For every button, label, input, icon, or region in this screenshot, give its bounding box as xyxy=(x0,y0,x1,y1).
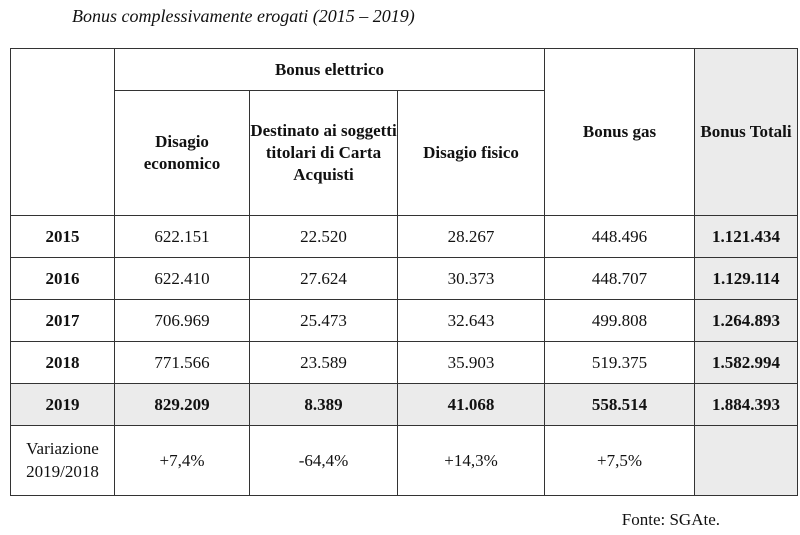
bonus-gas-cell: 499.808 xyxy=(545,300,695,342)
variation-economico-cell: +7,4% xyxy=(115,426,250,496)
carta-acquisti-cell: 27.624 xyxy=(250,258,398,300)
variation-carta-cell: -64,4% xyxy=(250,426,398,496)
year-cell: 2015 xyxy=(11,216,115,258)
header-bonus-totali: Bonus Totali xyxy=(695,49,798,216)
carta-acquisti-cell: 23.589 xyxy=(250,342,398,384)
table-row xyxy=(11,342,798,384)
header-disagio-fisico: Disagio fisico xyxy=(398,91,545,216)
disagio-economico-cell: 706.969 xyxy=(115,300,250,342)
disagio-fisico-cell: 35.903 xyxy=(398,342,545,384)
header-empty-cell xyxy=(11,49,115,216)
disagio-fisico-cell: 30.373 xyxy=(398,258,545,300)
disagio-fisico-cell: 28.267 xyxy=(398,216,545,258)
variation-gas-cell: +7,5% xyxy=(545,426,695,496)
table-row xyxy=(11,216,798,258)
bonus-table xyxy=(10,48,798,496)
disagio-economico-cell: 829.209 xyxy=(115,384,250,426)
variation-fisico-cell: +14,3% xyxy=(398,426,545,496)
year-cell: 2016 xyxy=(11,258,115,300)
year-cell: 2017 xyxy=(11,300,115,342)
header-bonus-elettrico: Bonus elettrico xyxy=(115,49,545,91)
header-disagio-economico: Disagio economico xyxy=(115,91,250,216)
table-caption: Bonus complessivamente erogati (2015 – 2019) xyxy=(72,6,415,26)
bonus-gas-cell: 519.375 xyxy=(545,342,695,384)
carta-acquisti-cell: 8.389 xyxy=(250,384,398,426)
header-carta-acquisti: Destinato ai soggetti titolari di Carta Acquisti xyxy=(250,91,398,216)
bonus-totali-cell: 1.121.434 xyxy=(695,216,798,258)
bonus-gas-cell: 558.514 xyxy=(545,384,695,426)
variation-totali-cell xyxy=(695,426,798,496)
table-row xyxy=(11,384,798,426)
disagio-fisico-cell: 32.643 xyxy=(398,300,545,342)
table-row xyxy=(11,300,798,342)
bonus-totali-cell: 1.582.994 xyxy=(695,342,798,384)
variation-label-cell: Variazione 2019/2018 xyxy=(11,426,115,496)
source-note: Fonte: SGAte. xyxy=(621,510,720,529)
variation-row xyxy=(11,426,798,496)
year-cell: 2018 xyxy=(11,342,115,384)
bonus-totali-cell: 1.884.393 xyxy=(695,384,798,426)
header-bonus-gas: Bonus gas xyxy=(545,49,695,216)
carta-acquisti-cell: 25.473 xyxy=(250,300,398,342)
bonus-totali-cell: 1.264.893 xyxy=(695,300,798,342)
bonus-gas-cell: 448.496 xyxy=(545,216,695,258)
disagio-economico-cell: 622.151 xyxy=(115,216,250,258)
bonus-gas-cell: 448.707 xyxy=(545,258,695,300)
disagio-fisico-cell: 41.068 xyxy=(398,384,545,426)
disagio-economico-cell: 622.410 xyxy=(115,258,250,300)
bonus-totali-cell: 1.129.114 xyxy=(695,258,798,300)
table-row xyxy=(11,258,798,300)
disagio-economico-cell: 771.566 xyxy=(115,342,250,384)
carta-acquisti-cell: 22.520 xyxy=(250,216,398,258)
year-cell: 2019 xyxy=(11,384,115,426)
